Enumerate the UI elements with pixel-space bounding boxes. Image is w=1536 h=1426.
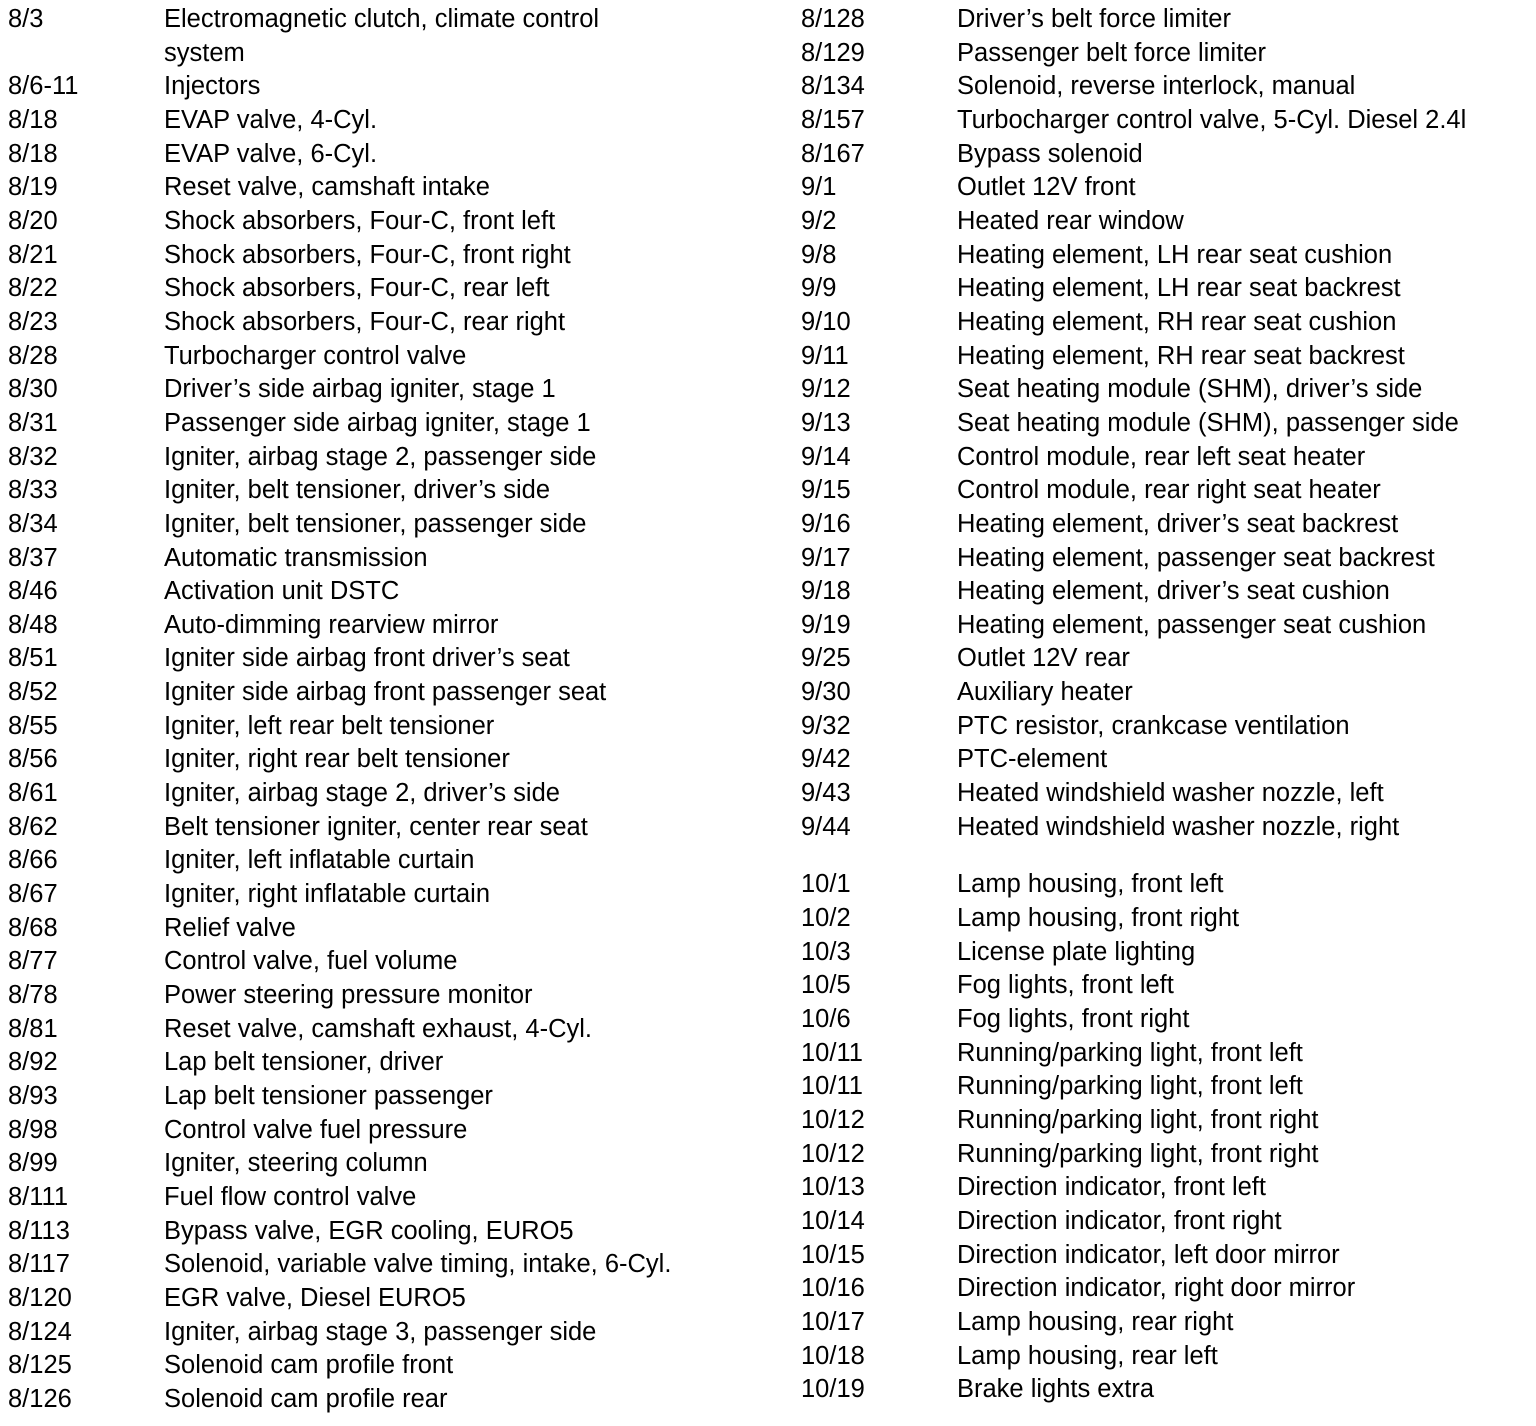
- legend-row: [801, 575, 1536, 609]
- component-code: 9/14: [801, 442, 851, 471]
- component-code: 8/134: [801, 72, 865, 101]
- component-description: Heated windshield washer nozzle, right: [957, 812, 1400, 841]
- component-code: 8/68: [8, 913, 58, 942]
- component-description: Heating element, RH rear seat cushion: [957, 307, 1397, 336]
- component-code: 8/56: [8, 745, 58, 774]
- legend-row: [8, 1282, 778, 1316]
- legend-row: [801, 1003, 1536, 1037]
- component-code: 8/31: [8, 408, 58, 437]
- component-code: 9/10: [801, 307, 851, 336]
- legend-row: [8, 407, 778, 441]
- component-code: 9/9: [801, 274, 837, 303]
- component-code: 8/128: [801, 5, 865, 33]
- component-description: Igniter, airbag stage 2, passenger side: [164, 442, 597, 471]
- component-description: Heating element, LH rear seat backrest: [957, 274, 1401, 303]
- legend-row: [801, 171, 1536, 205]
- component-code: 9/18: [801, 577, 851, 606]
- component-description: Igniter, left rear belt tensioner: [164, 711, 495, 740]
- legend-row: [8, 1181, 778, 1215]
- component-code: 8/157: [801, 105, 865, 134]
- component-code: 9/42: [801, 745, 851, 774]
- component-code: 8/93: [8, 1082, 58, 1110]
- legend-row: [801, 3, 1536, 37]
- legend-row: [801, 205, 1536, 239]
- component-description: Fog lights, front right: [957, 1005, 1190, 1034]
- right-legend-column: [801, 3, 1536, 1407]
- component-description: Electromagnetic clutch, climate control system: [164, 5, 600, 67]
- component-code: 10/6: [801, 1005, 851, 1034]
- legend-row: [8, 306, 778, 340]
- legend-row: [801, 239, 1536, 273]
- component-description: EVAP valve, 4-Cyl.: [164, 105, 378, 134]
- left-legend-column: [8, 3, 778, 1417]
- component-code: 8/120: [8, 1283, 72, 1312]
- component-code: 8/34: [8, 509, 58, 538]
- component-code: 8/52: [8, 678, 58, 707]
- legend-row: [801, 969, 1536, 1003]
- component-code: 10/3: [801, 937, 851, 966]
- component-description: Relief valve: [164, 913, 296, 942]
- component-code: 9/30: [801, 678, 851, 707]
- component-code: 10/5: [801, 971, 851, 1000]
- legend-row: [801, 710, 1536, 744]
- component-code: 8/18: [8, 139, 58, 168]
- component-description: Solenoid, reverse interlock, manual: [957, 72, 1356, 101]
- component-description: Igniter, right inflatable curtain: [164, 880, 491, 909]
- legend-row: [801, 642, 1536, 676]
- component-code: 9/2: [801, 206, 837, 235]
- component-description: Heated windshield washer nozzle, left: [957, 779, 1384, 808]
- component-description: Igniter, belt tensioner, passenger side: [164, 509, 587, 538]
- component-description: Turbocharger control valve: [164, 341, 467, 370]
- component-code: 9/12: [801, 375, 851, 404]
- component-code: 8/3: [8, 5, 44, 33]
- legend-row: [8, 912, 778, 946]
- component-description: Lamp housing, rear left: [957, 1341, 1218, 1370]
- component-description: Passenger belt force limiter: [957, 38, 1266, 67]
- legend-row: [801, 508, 1536, 542]
- component-code: 9/44: [801, 812, 851, 841]
- component-description: Lamp housing, front left: [957, 870, 1224, 899]
- legend-row: [801, 902, 1536, 936]
- component-description: Igniter side airbag front passenger seat: [164, 678, 607, 707]
- component-description: Running/parking light, front left: [957, 1038, 1303, 1067]
- component-description: Outlet 12V rear: [957, 644, 1130, 673]
- component-description: EVAP valve, 6-Cyl.: [164, 139, 378, 168]
- component-code: 8/126: [8, 1384, 72, 1413]
- legend-row: [8, 1248, 778, 1282]
- legend-row: [8, 979, 778, 1013]
- legend-row: [8, 609, 778, 643]
- legend-row: [801, 777, 1536, 811]
- legend-row: [8, 70, 778, 104]
- component-code: 10/19: [801, 1375, 865, 1404]
- component-description: Auto-dimming rearview mirror: [164, 610, 499, 639]
- legend-row: [8, 1383, 778, 1417]
- component-description: Activation unit DSTC: [164, 577, 400, 606]
- component-description: Control valve, fuel volume: [164, 947, 458, 976]
- component-code: 8/111: [8, 1182, 69, 1211]
- component-code: 10/11: [801, 1038, 863, 1067]
- component-code: 9/1: [801, 173, 837, 202]
- component-code: 10/16: [801, 1274, 865, 1303]
- legend-row: [8, 878, 778, 912]
- component-description: Driver’s side airbag igniter, stage 1: [164, 375, 556, 404]
- legend-row: [801, 1272, 1536, 1306]
- component-code: 9/13: [801, 408, 851, 437]
- component-description: Igniter, steering column: [164, 1149, 428, 1178]
- component-code: 10/14: [801, 1206, 865, 1235]
- legend-row: [8, 474, 778, 508]
- component-code: 9/32: [801, 711, 851, 740]
- component-code: 9/25: [801, 644, 851, 673]
- legend-row: [801, 474, 1536, 508]
- legend-row: [801, 1171, 1536, 1205]
- component-code: 9/19: [801, 610, 851, 639]
- component-description: Heating element, driver’s seat backrest: [957, 509, 1399, 538]
- right-legend-group-10: [801, 868, 1536, 1407]
- component-description: Running/parking light, front left: [957, 1072, 1303, 1101]
- component-description: Fuel flow control valve: [164, 1182, 417, 1211]
- component-code: 8/167: [801, 139, 865, 168]
- component-description: Running/parking light, front right: [957, 1139, 1319, 1168]
- component-description: Shock absorbers, Four-C, front left: [164, 206, 556, 235]
- component-description: Lamp housing, rear right: [957, 1307, 1234, 1336]
- component-code: 10/11: [801, 1072, 863, 1101]
- component-code: 8/18: [8, 105, 58, 134]
- component-description: Outlet 12V front: [957, 173, 1136, 202]
- legend-row: [8, 508, 778, 542]
- component-description: Control valve fuel pressure: [164, 1115, 468, 1144]
- component-code: 8/19: [8, 173, 58, 202]
- component-description: Igniter, belt tensioner, driver’s side: [164, 476, 551, 505]
- component-code: 8/30: [8, 375, 58, 404]
- right-legend-group-8-9: [801, 3, 1536, 844]
- legend-row: [801, 1138, 1536, 1172]
- component-description: Heating element, LH rear seat cushion: [957, 240, 1393, 269]
- component-description: Heating element, passenger seat backrest: [957, 543, 1435, 572]
- component-code: 9/43: [801, 779, 851, 808]
- component-description: Solenoid, variable valve timing, intake, 6-Cyl.: [164, 1250, 672, 1279]
- legend-row: [8, 272, 778, 306]
- component-description: Power steering pressure monitor: [164, 981, 533, 1010]
- legend-row: [801, 138, 1536, 172]
- group-spacer: [801, 844, 1536, 868]
- legend-row: [801, 868, 1536, 902]
- legend-row: [8, 575, 778, 609]
- component-description: Bypass solenoid: [957, 139, 1143, 168]
- component-description: Brake lights extra: [957, 1375, 1155, 1404]
- component-code: 8/46: [8, 577, 58, 606]
- component-description: Heated rear window: [957, 206, 1184, 235]
- component-code: 9/16: [801, 509, 851, 538]
- component-description: Driver’s belt force limiter: [957, 5, 1231, 33]
- component-description: Shock absorbers, Four-C, rear right: [164, 307, 566, 336]
- legend-row: [8, 1046, 778, 1080]
- component-description: Heating element, passenger seat cushion: [957, 610, 1427, 639]
- component-code: 8/21: [8, 240, 58, 269]
- component-code: 8/66: [8, 846, 58, 875]
- component-description: Lamp housing, front right: [957, 904, 1240, 933]
- component-code: 10/15: [801, 1240, 865, 1269]
- component-code: 8/28: [8, 341, 58, 370]
- legend-row: [8, 205, 778, 239]
- component-code: 10/13: [801, 1173, 865, 1202]
- legend-row: [8, 1013, 778, 1047]
- component-description: Belt tensioner igniter, center rear seat: [164, 812, 588, 841]
- component-code: 8/98: [8, 1115, 58, 1144]
- legend-row: [8, 1349, 778, 1383]
- legend-row: [8, 104, 778, 138]
- legend-row: [8, 1215, 778, 1249]
- component-code: 8/125: [8, 1351, 72, 1380]
- legend-row: [801, 340, 1536, 374]
- legend-row: [8, 340, 778, 374]
- component-description: Heating element, RH rear seat backrest: [957, 341, 1405, 370]
- legend-row: [801, 609, 1536, 643]
- legend-row: [8, 945, 778, 979]
- legend-row: [801, 441, 1536, 475]
- component-code: 10/1: [801, 870, 851, 899]
- component-code: 8/77: [8, 947, 58, 976]
- component-code: 8/37: [8, 543, 58, 572]
- component-description: Igniter, right rear belt tensioner: [164, 745, 510, 774]
- component-description: Reset valve, camshaft exhaust, 4-Cyl.: [164, 1014, 593, 1043]
- legend-row: [801, 676, 1536, 710]
- component-code: 8/129: [801, 38, 865, 67]
- legend-row: [8, 710, 778, 744]
- component-description: Lap belt tensioner passenger: [164, 1082, 493, 1110]
- component-description: Injectors: [164, 72, 261, 101]
- component-description: Igniter, airbag stage 3, passenger side: [164, 1317, 597, 1346]
- component-description: Igniter, left inflatable curtain: [164, 846, 475, 875]
- component-code: 8/33: [8, 476, 58, 505]
- legend-row: [801, 306, 1536, 340]
- legend-row: [8, 1114, 778, 1148]
- component-code: 8/61: [8, 779, 58, 808]
- component-code: 8/81: [8, 1014, 58, 1043]
- legend-row: [8, 1316, 778, 1350]
- legend-row: [801, 1205, 1536, 1239]
- legend-row: [8, 743, 778, 777]
- legend-row: [801, 272, 1536, 306]
- component-code: 10/2: [801, 904, 851, 933]
- component-code: 8/20: [8, 206, 58, 235]
- component-description: EGR valve, Diesel EURO5: [164, 1283, 466, 1312]
- legend-row: [801, 373, 1536, 407]
- component-code: 8/124: [8, 1317, 72, 1346]
- component-code: 8/113: [8, 1216, 70, 1245]
- component-description: Shock absorbers, Four-C, front right: [164, 240, 571, 269]
- component-code: 8/117: [8, 1250, 70, 1279]
- legend-row: [801, 1104, 1536, 1138]
- legend-row: [801, 1373, 1536, 1407]
- legend-row: [801, 1306, 1536, 1340]
- component-description: Igniter side airbag front driver’s seat: [164, 644, 570, 673]
- component-code: 8/67: [8, 880, 58, 909]
- legend-row: [8, 239, 778, 273]
- component-description: Direction indicator, front right: [957, 1206, 1282, 1235]
- legend-row: [8, 676, 778, 710]
- component-description: Solenoid cam profile front: [164, 1351, 454, 1380]
- component-description: Automatic transmission: [164, 543, 428, 572]
- component-code: 8/48: [8, 610, 58, 639]
- legend-row: [8, 3, 778, 70]
- component-description: Reset valve, camshaft intake: [164, 173, 490, 202]
- component-description: Auxiliary heater: [957, 678, 1133, 707]
- component-description: Turbocharger control valve, 5-Cyl. Diesel 2.4l: [957, 105, 1467, 134]
- component-code: 9/15: [801, 476, 851, 505]
- component-code: 8/78: [8, 981, 58, 1010]
- legend-row: [801, 811, 1536, 845]
- legend-row: [801, 1037, 1536, 1071]
- component-code: 10/18: [801, 1341, 865, 1370]
- legend-row: [8, 1080, 778, 1114]
- component-code: 10/17: [801, 1307, 865, 1336]
- component-code: 10/12: [801, 1139, 865, 1168]
- component-description: License plate lighting: [957, 937, 1196, 966]
- legend-row: [801, 104, 1536, 138]
- legend-row: [8, 542, 778, 576]
- component-code: 8/55: [8, 711, 58, 740]
- legend-row: [8, 811, 778, 845]
- component-description: Igniter, airbag stage 2, driver’s side: [164, 779, 560, 808]
- legend-row: [8, 642, 778, 676]
- component-description: Running/parking light, front right: [957, 1106, 1319, 1134]
- legend-row: [8, 1147, 778, 1181]
- component-description: PTC-element: [957, 745, 1108, 774]
- component-code: 10/12: [801, 1106, 865, 1134]
- component-description: Direction indicator, front left: [957, 1173, 1266, 1202]
- component-code: 9/8: [801, 240, 837, 269]
- legend-row: [801, 936, 1536, 970]
- component-code: 9/11: [801, 341, 849, 370]
- component-description: Solenoid cam profile rear: [164, 1384, 448, 1413]
- legend-row: [801, 743, 1536, 777]
- component-code: 8/62: [8, 812, 58, 841]
- component-description: Lap belt tensioner, driver: [164, 1048, 444, 1077]
- component-description: Direction indicator, right door mirror: [957, 1274, 1356, 1303]
- component-description: Bypass valve, EGR cooling, EURO5: [164, 1216, 574, 1245]
- legend-row: [8, 373, 778, 407]
- component-code: 9/17: [801, 543, 851, 572]
- legend-row: [8, 441, 778, 475]
- component-code: 8/99: [8, 1149, 58, 1178]
- component-description: Seat heating module (SHM), passenger side: [957, 408, 1459, 437]
- legend-row: [801, 1340, 1536, 1374]
- legend-row: [801, 542, 1536, 576]
- legend-row: [8, 171, 778, 205]
- legend-row: [801, 1239, 1536, 1273]
- component-description: Direction indicator, left door mirror: [957, 1240, 1340, 1269]
- component-description: Control module, rear left seat heater: [957, 442, 1366, 471]
- legend-row: [8, 138, 778, 172]
- component-code: 8/6-11: [8, 72, 79, 101]
- legend-row: [801, 37, 1536, 71]
- component-description: Shock absorbers, Four-C, rear left: [164, 274, 550, 303]
- component-code: 8/23: [8, 307, 58, 336]
- component-code: 8/51: [8, 644, 58, 673]
- component-description: Control module, rear right seat heater: [957, 476, 1381, 505]
- legend-row: [801, 407, 1536, 441]
- legend-row: [8, 844, 778, 878]
- component-code: 8/32: [8, 442, 58, 471]
- legend-row: [801, 70, 1536, 104]
- component-description: Fog lights, front left: [957, 971, 1174, 1000]
- component-description: PTC resistor, crankcase ventilation: [957, 711, 1350, 740]
- legend-row: [801, 1070, 1536, 1104]
- legend-row: [8, 777, 778, 811]
- component-code: 8/22: [8, 274, 58, 303]
- component-description: Heating element, driver’s seat cushion: [957, 577, 1390, 606]
- component-description: Seat heating module (SHM), driver’s side: [957, 375, 1423, 404]
- component-description: Passenger side airbag igniter, stage 1: [164, 408, 591, 437]
- component-code: 8/92: [8, 1048, 58, 1077]
